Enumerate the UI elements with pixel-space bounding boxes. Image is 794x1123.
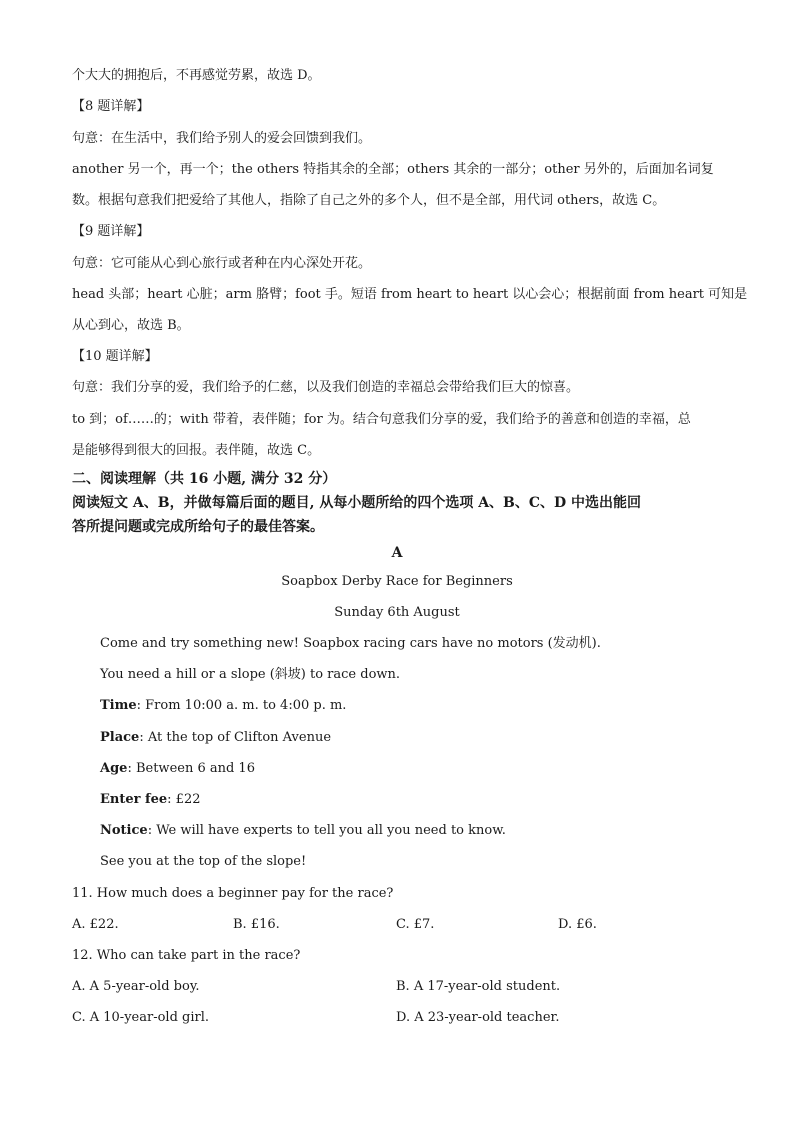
passage-date: Sunday 6th August [334,605,460,620]
option-b: B. £16. [233,917,280,932]
passage-label: A [391,545,403,561]
option-d: D. £6. [558,917,597,932]
place-value: : At the top of Clifton Avenue [139,730,332,745]
passage-age [100,760,722,778]
passage-intro: Come and try something new! Soapbox racing cars have no motors (发动机). [100,636,601,651]
q10-detail: 是能够得到很大的回报。表伴随，故选 C。 [72,443,321,458]
option-c: C. £7. [396,917,435,932]
question-stem: 12. Who can take part in the race? [72,948,301,963]
q9-detail: head 头部；heart 心脏；arm 胳臂；foot 手。短语 from heart to heart 以心会心；根据前面 from heart 可知是 [72,287,748,302]
q8-detail: 数。根据句意我们把爱给了其他人，指除了自己之外的多个人，但不是全部，用代词 others，故选 C。 [72,193,666,208]
passage-intro: You need a hill or a slope (斜坡) to race down. [100,667,401,682]
age-value: : Between 6 and 16 [127,761,255,776]
explanation-line: 个大大的拥抱后，不再感觉劳累，故选 D。 [72,68,321,83]
q8-detail: another 另一个，再一个；the others 特指其余的全部；others 其余的一部分；other 另外的，后面加名词复 [72,162,714,177]
question-stem: 11. How much does a beginner pay for the race? [72,886,394,901]
option-a: A. £22. [72,917,119,932]
section-instruction: 答所提问题或完成所给句子的最佳答案。 [72,519,324,535]
passage-closing: See you at the top of the slope! [100,854,307,869]
q9-detail: 从心到心，故选 B。 [72,318,190,333]
option-a: A. A 5-year-old boy. [72,979,200,994]
passage-title: Soapbox Derby Race for Beginners [281,574,513,589]
q9-meaning: 句意：它可能从心到心旅行或者种在内心深处开花。 [72,256,372,271]
section-title: 二、阅读理解（共 16 小题, 满分 32 分） [72,471,337,487]
q10-detail: to 到；of……的；with 带着，表伴随；for 为。结合句意我们分享的爱，我们给予的善意和创造的幸福，总 [72,412,691,427]
option-b: B. A 17-year-old student. [396,979,561,994]
fee-label: Enter fee [100,792,168,807]
notice-value: : We will have experts to tell you all you need to know. [147,823,506,838]
passage-notice [100,822,722,840]
passage-time [100,697,722,715]
passage-place [100,729,722,747]
q10-meaning: 句意：我们分享的爱，我们给予的仁慈，以及我们创造的幸福总会带给我们巨大的惊喜。 [72,380,580,395]
place-label: Place [100,730,140,745]
fee-value: : £22 [167,792,201,807]
option-d: D. A 23-year-old teacher. [396,1010,560,1025]
q8-header: 【8 题详解】 [72,99,150,114]
option-c: C. A 10-year-old girl. [72,1010,210,1025]
q9-header: 【9 题详解】 [72,224,150,239]
age-label: Age [100,761,128,776]
section-instruction: 阅读短文 A、B，并做每篇后面的题目, 从每小题所给的四个选项 A、B、C、D 中选出能回 [72,495,642,511]
time-value: : From 10:00 a. m. to 4:00 p. m. [136,698,347,713]
notice-label: Notice [100,823,148,838]
time-label: Time [100,698,137,713]
passage-fee [100,791,722,809]
q10-header: 【10 题详解】 [72,349,158,364]
q8-meaning: 句意：在生活中，我们给予别人的爱会回馈到我们。 [72,131,372,146]
